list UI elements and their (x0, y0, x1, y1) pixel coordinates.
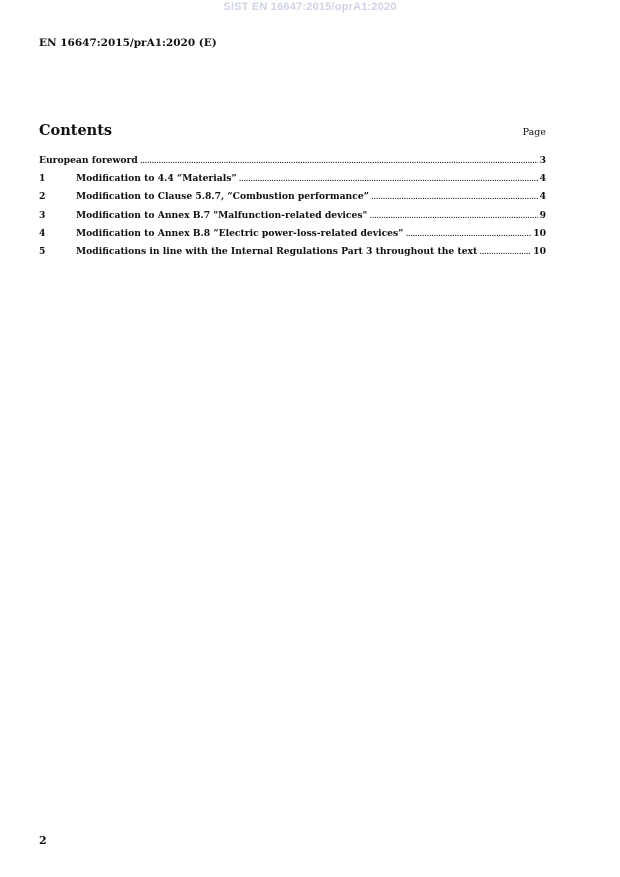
toc-entry-title: Modification to 4.4 “Materials” (76, 173, 237, 185)
toc-entry-title: Modification to Annex B.8 “Electric power-loss-related devices” (76, 227, 404, 239)
toc-entry-2[interactable] (39, 191, 546, 209)
toc-entry-3[interactable] (39, 210, 546, 228)
toc-dot-leader (239, 173, 538, 184)
toc-entry-number: 5 (39, 245, 46, 257)
toc-entry-page: 4 (539, 191, 546, 203)
toc-entry-page: 9 (539, 209, 546, 221)
toc-dot-leader (479, 246, 531, 257)
toc-entry-5[interactable] (39, 246, 546, 264)
toc-entry-number: 2 (39, 191, 46, 203)
toc-dot-leader (405, 228, 531, 239)
toc-entry-page: 4 (539, 173, 546, 185)
contents-title: Contents (39, 122, 113, 139)
table-of-contents (39, 155, 546, 264)
toc-entry-1[interactable] (39, 173, 546, 191)
page-number: 2 (39, 834, 47, 847)
toc-entry-european-foreword[interactable] (39, 155, 546, 173)
toc-entry-title: Modification to Annex B.7 "Malfunction-related devices" (76, 209, 368, 221)
toc-entry-title: European foreword (39, 155, 138, 166)
toc-entry-page: 10 (533, 227, 546, 239)
toc-entry-page: 10 (533, 245, 546, 257)
toc-dot-leader (369, 210, 537, 221)
toc-dot-leader (140, 155, 538, 166)
toc-entry-number: 1 (39, 173, 46, 185)
toc-entry-title: Modifications in line with the Internal Regulations Part 3 throughout the text (76, 245, 478, 257)
toc-entry-number: 4 (39, 227, 46, 239)
toc-entry-page: 3 (539, 155, 546, 166)
contents-heading (39, 122, 546, 144)
toc-entry-title: Modification to Clause 5.8.7, “Combustion performance” (76, 191, 369, 203)
document-id: EN 16647:2015/prA1:2020 (E) (39, 37, 217, 49)
toc-entry-4[interactable] (39, 228, 546, 246)
toc-entry-number: 3 (39, 209, 46, 221)
watermark: SIST EN 16647:2015/oprA1:2020 (223, 1, 397, 13)
contents-page-label: Page (522, 127, 546, 138)
toc-dot-leader (371, 191, 538, 202)
